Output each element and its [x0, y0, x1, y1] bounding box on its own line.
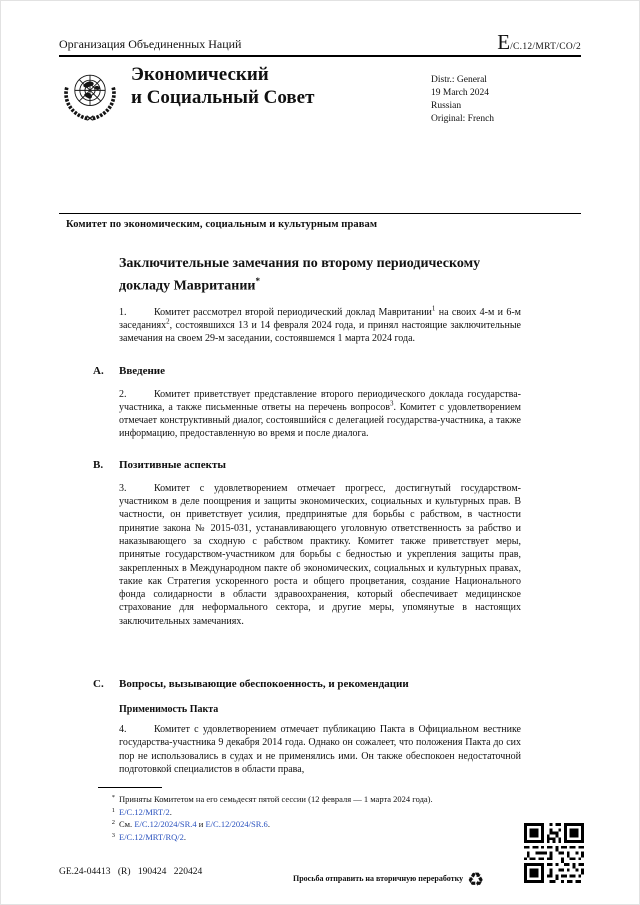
document-symbol-series: E	[497, 30, 511, 54]
council-title-line1: Экономический	[131, 64, 269, 85]
section-title: Вопросы, вызывающие обеспокоенность, и рекомендации	[119, 678, 409, 690]
section-heading-a	[93, 364, 521, 377]
masthead	[59, 63, 581, 127]
footnote-marker: 3	[111, 831, 115, 839]
header-top-row	[59, 30, 581, 54]
document-link[interactable]: E/C.12/2024/SR.6	[205, 819, 268, 830]
title-footnote-marker: *	[255, 275, 260, 286]
paragraph-1: 1. Комитет рассмотрел второй периодический доклад Мавритании$^1$ на своих 4-м и 6-м заседаниях$^2$, состоявшихся 13 и 14 февраля 2024 года, и принял настоящие заключительные замечания на своем 29-м заседании, состоявшемся 1 марта 2024 года.	[119, 304, 522, 345]
qr-code	[524, 823, 584, 883]
footnote-ref-2[interactable]: 2	[166, 317, 170, 326]
paragraph-number: 2.	[119, 388, 127, 400]
committee-name: Комитет по экономическим, социальным и культурным правам	[66, 219, 378, 230]
distr-language: Russian	[431, 101, 462, 111]
recycle-icon: ♻	[467, 870, 485, 891]
page-title: Заключительные замечания по второму периодическому докладу Мавритании*	[119, 256, 481, 294]
document-symbol	[497, 30, 581, 54]
section-letter: C.	[93, 678, 104, 690]
footnote-3: $^3$ E/C.12/MRT/RQ/2.	[98, 831, 528, 844]
paragraph-number: 3.	[119, 482, 127, 494]
paragraph-3: 3. Комитет с удовлетворением отмечает прогресс, достигнутый государством-участником в деле поощрения и защиты экономических, социальных и культурных прав. В частности, он приветствует усилия, предпринятые для борьбы с рабством, в частности принятие закона № 2015-031, устанавливающего уголовную ответственность за рабство и наказывающего за сходную с рабством практику. Комитет также приветствует меры, принятые государством-участником для борьбы с бедностью и укрепления защиты прав, закрепленных в Международном пакте об экономических, социальных и культурных правах, такие как Стратегия ускоренного роста и общего процветания, создание Национального фонда солидарности в области здравоохранения, который обеспечивает медицинское страхование для неформального сектора, и другие меры, упомянутые в настоящих заключительных замечаниях.	[119, 482, 521, 627]
recycle-notice: Просьба отправить на вторичную переработку ♻	[293, 870, 485, 891]
paragraph-2: 2. Комитет приветствует представление второго периодического доклада государства-участника, а также письменные ответы на перечень вопросов$^3$. Комитет с удовлетворением отмечает конструктивный диалог, состоявшийся с делегацией государства-участника, а также информацию, предоставленную во время и после диалога.	[119, 388, 522, 440]
section-heading-b	[93, 458, 521, 471]
document-body	[93, 255, 522, 776]
committee-rule	[59, 213, 581, 214]
footnote-ref-1[interactable]: 1	[431, 304, 436, 313]
header-thick-rule	[59, 55, 581, 57]
footnote-marker: *	[111, 794, 115, 801]
distribution-block	[431, 63, 581, 127]
ge-document-number: GE.24-04413 (R) 190424 220424	[59, 867, 203, 877]
section-title: Позитивные аспекты	[119, 458, 226, 471]
footnote-ref-3[interactable]: 3	[389, 399, 394, 408]
footnote-separator	[98, 787, 162, 788]
footnote-1: $^1$ E/C.12/MRT/2.	[98, 806, 528, 819]
document-link[interactable]: E/C.12/MRT/2	[119, 806, 170, 817]
paragraph-number: 4.	[119, 724, 127, 735]
subsection-heading: Применимость Пакта	[119, 704, 219, 715]
footnote-2: $^2$ См. E/C.12/2024/SR.4 и E/C.12/2024/SR.6.	[98, 818, 528, 831]
section-letter: A.	[93, 364, 104, 377]
distr-date: 19 March 2024	[431, 88, 490, 98]
document-link[interactable]: E/C.12/MRT/RQ/2	[119, 831, 184, 842]
section-letter: B.	[93, 458, 104, 471]
paragraph-4: 4. Комитет с удовлетворением отмечает публикацию Пакта в Официальном вестнике государства-участника 9 декабря 2014 года. Однако он сожалеет, что положения Пакта до сих пор не использовались в судах и не применялись ими. Он также обеспокоен недостаточной подготовкой специалистов в области права,	[119, 724, 521, 775]
footnote-marker: 1	[111, 806, 115, 814]
distr-type: Distr.: General	[431, 75, 487, 85]
distr-original: Original: French	[431, 114, 495, 124]
spacer	[1, 127, 639, 213]
section-title: Введение	[119, 364, 166, 377]
un-emblem-icon	[59, 65, 121, 127]
section-heading-c	[93, 678, 521, 690]
document-link[interactable]: E/C.12/2024/SR.4	[134, 819, 197, 830]
un-org-name: Организация Объединенных Наций	[59, 37, 242, 51]
paragraph-number: 1.	[119, 306, 127, 318]
council-title	[131, 63, 411, 127]
footnote-star: * Приняты Комитетом на его семьдесят пятой сессии (12 февраля — 1 марта 2024 года).	[98, 793, 528, 806]
council-title-line2: и Социальный Совет	[131, 87, 315, 108]
footnote-marker: 2	[111, 819, 115, 827]
document-symbol-number: /C.12/MRT/CO/2	[510, 42, 581, 52]
footnotes-block	[98, 787, 528, 843]
